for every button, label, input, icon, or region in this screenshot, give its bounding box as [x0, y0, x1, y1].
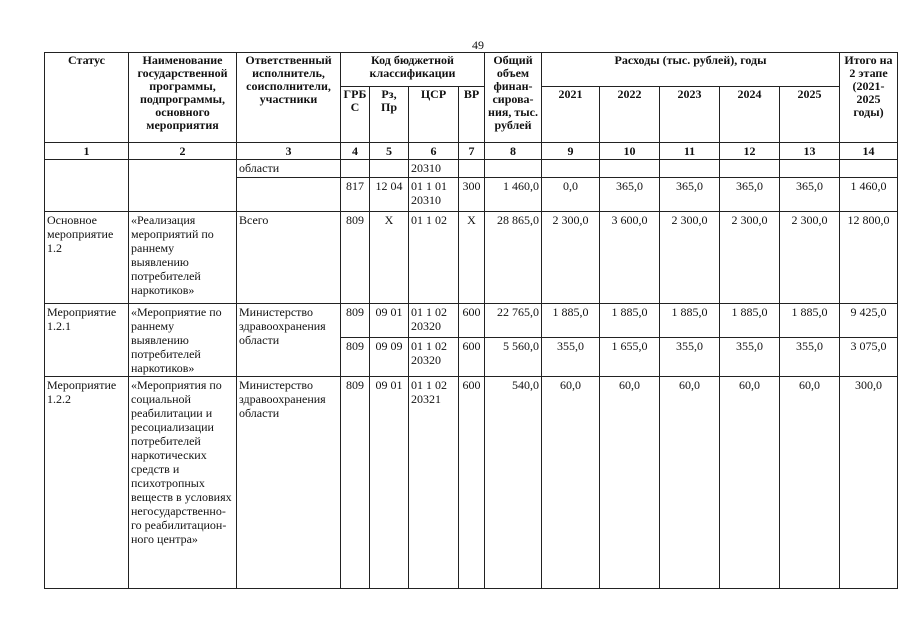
- rzpr-cell: 09 09: [370, 338, 409, 377]
- csr-cell: 01 1 02 20320: [409, 304, 459, 338]
- header-name: Наименование государственной программы, подпрограммы, основного мероприятия: [129, 53, 237, 143]
- name-cell: «Мероприятие по раннему выявлению потребителей наркотиков»: [129, 304, 237, 377]
- year-2023-cell: 365,0: [660, 178, 720, 212]
- status-cell: Мероприятие 1.2.1: [45, 304, 129, 377]
- year-2021-cell: 1 885,0: [542, 304, 600, 338]
- header-stage-total: Итого на 2 этапе (2021-2025 годы): [840, 53, 898, 143]
- csr-cell: 01 1 02 20320: [409, 338, 459, 377]
- column-number-row: [45, 143, 898, 160]
- header-grbs: ГРБ С: [341, 87, 370, 143]
- header-budget-code: Код бюджетной классификации: [341, 53, 485, 87]
- grbs-cell: 809: [341, 212, 370, 304]
- year-2023-cell: 355,0: [660, 338, 720, 377]
- header-2024: 2024: [720, 87, 780, 143]
- rzpr-cell: X: [370, 212, 409, 304]
- grbs-cell: 809: [341, 304, 370, 338]
- total-cell: 5 560,0: [485, 338, 542, 377]
- col-num: 3: [237, 143, 341, 160]
- header-total: Общий объем финан-сирова-ния, тыс. рублей: [485, 53, 542, 143]
- year-2022-cell: 60,0: [600, 377, 660, 589]
- grbs-cell: 809: [341, 338, 370, 377]
- header-csr: ЦСР: [409, 87, 459, 143]
- col-num: 6: [409, 143, 459, 160]
- budget-table: [44, 52, 898, 589]
- header-status: Статус: [45, 53, 129, 143]
- grbs-cell: 809: [341, 377, 370, 589]
- col-num: 7: [459, 143, 485, 160]
- header-expenses: Расходы (тыс. рублей), годы: [542, 53, 840, 87]
- year-2024-cell: 355,0: [720, 338, 780, 377]
- year-2025-cell: 1 885,0: [780, 304, 840, 338]
- header-rzpr: Рз, Пр: [370, 87, 409, 143]
- year-2022-cell: 1 655,0: [600, 338, 660, 377]
- csr-cell: 01 1 01 20310: [409, 178, 459, 212]
- grbs-cell: 817: [341, 178, 370, 212]
- stage-total-cell: 300,0: [840, 377, 898, 589]
- rzpr-cell: 09 01: [370, 304, 409, 338]
- vr-cell: 600: [459, 377, 485, 589]
- csr-cell: 20310: [409, 160, 459, 178]
- year-2024-cell: 2 300,0: [720, 212, 780, 304]
- year-2023-cell: 60,0: [660, 377, 720, 589]
- year-2021-cell: 2 300,0: [542, 212, 600, 304]
- year-2022-cell: 3 600,0: [600, 212, 660, 304]
- year-2022-cell: 365,0: [600, 178, 660, 212]
- year-2024-cell: 365,0: [720, 178, 780, 212]
- year-2025-cell: 365,0: [780, 178, 840, 212]
- col-num: 5: [370, 143, 409, 160]
- year-2024-cell: 1 885,0: [720, 304, 780, 338]
- total-cell: 22 765,0: [485, 304, 542, 338]
- col-num: 8: [485, 143, 542, 160]
- year-2023-cell: 1 885,0: [660, 304, 720, 338]
- status-cell: Мероприятие 1.2.2: [45, 377, 129, 589]
- col-num: 9: [542, 143, 600, 160]
- col-num: 12: [720, 143, 780, 160]
- vr-cell: 600: [459, 338, 485, 377]
- total-cell: 540,0: [485, 377, 542, 589]
- header-2023: 2023: [660, 87, 720, 143]
- stage-total-cell: 9 425,0: [840, 304, 898, 338]
- responsible-cell: области: [237, 160, 341, 178]
- table-row: [45, 377, 898, 589]
- header-2022: 2022: [600, 87, 660, 143]
- year-2025-cell: 60,0: [780, 377, 840, 589]
- col-num: 4: [341, 143, 370, 160]
- year-2023-cell: 2 300,0: [660, 212, 720, 304]
- header-responsible: Ответственный исполнитель, соисполнители, участники: [237, 53, 341, 143]
- vr-cell: 600: [459, 304, 485, 338]
- year-2021-cell: 355,0: [542, 338, 600, 377]
- name-cell: «Мероприятия по социальной реабилитации и ресоциализации потребителей наркотических средств и психотропных веществ в условиях негосударственно-го реабилитацион-ного центра»: [129, 377, 237, 589]
- total-cell: 28 865,0: [485, 212, 542, 304]
- year-2021-cell: 60,0: [542, 377, 600, 589]
- col-num: 2: [129, 143, 237, 160]
- header-2021: 2021: [542, 87, 600, 143]
- year-2025-cell: 2 300,0: [780, 212, 840, 304]
- header-row-1: [45, 53, 898, 87]
- responsible-cell: Министерство здравоохранения области: [237, 377, 341, 589]
- col-num: 14: [840, 143, 898, 160]
- vr-cell: X: [459, 212, 485, 304]
- header-2025: 2025: [780, 87, 840, 143]
- csr-cell: 01 1 02 20321: [409, 377, 459, 589]
- rzpr-cell: 09 01: [370, 377, 409, 589]
- responsible-cell: Министерство здравоохранения области: [237, 304, 341, 377]
- csr-cell: 01 1 02: [409, 212, 459, 304]
- col-num: 11: [660, 143, 720, 160]
- col-num: 1: [45, 143, 129, 160]
- col-num: 13: [780, 143, 840, 160]
- stage-total-cell: 1 460,0: [840, 178, 898, 212]
- year-2024-cell: 60,0: [720, 377, 780, 589]
- total-cell: 1 460,0: [485, 178, 542, 212]
- table-row: [45, 212, 898, 304]
- table-row: [45, 160, 898, 178]
- status-cell: Основное мероприятие 1.2: [45, 212, 129, 304]
- year-2025-cell: 355,0: [780, 338, 840, 377]
- stage-total-cell: 12 800,0: [840, 212, 898, 304]
- rzpr-cell: 12 04: [370, 178, 409, 212]
- year-2021-cell: 0,0: [542, 178, 600, 212]
- responsible-cell: Всего: [237, 212, 341, 304]
- header-vr: ВР: [459, 87, 485, 143]
- year-2022-cell: 1 885,0: [600, 304, 660, 338]
- page-number: 49: [472, 38, 484, 52]
- col-num: 10: [600, 143, 660, 160]
- table-row: [45, 304, 898, 338]
- name-cell: «Реализация мероприятий по раннему выявлению потребителей наркотиков»: [129, 212, 237, 304]
- vr-cell: 300: [459, 178, 485, 212]
- stage-total-cell: 3 075,0: [840, 338, 898, 377]
